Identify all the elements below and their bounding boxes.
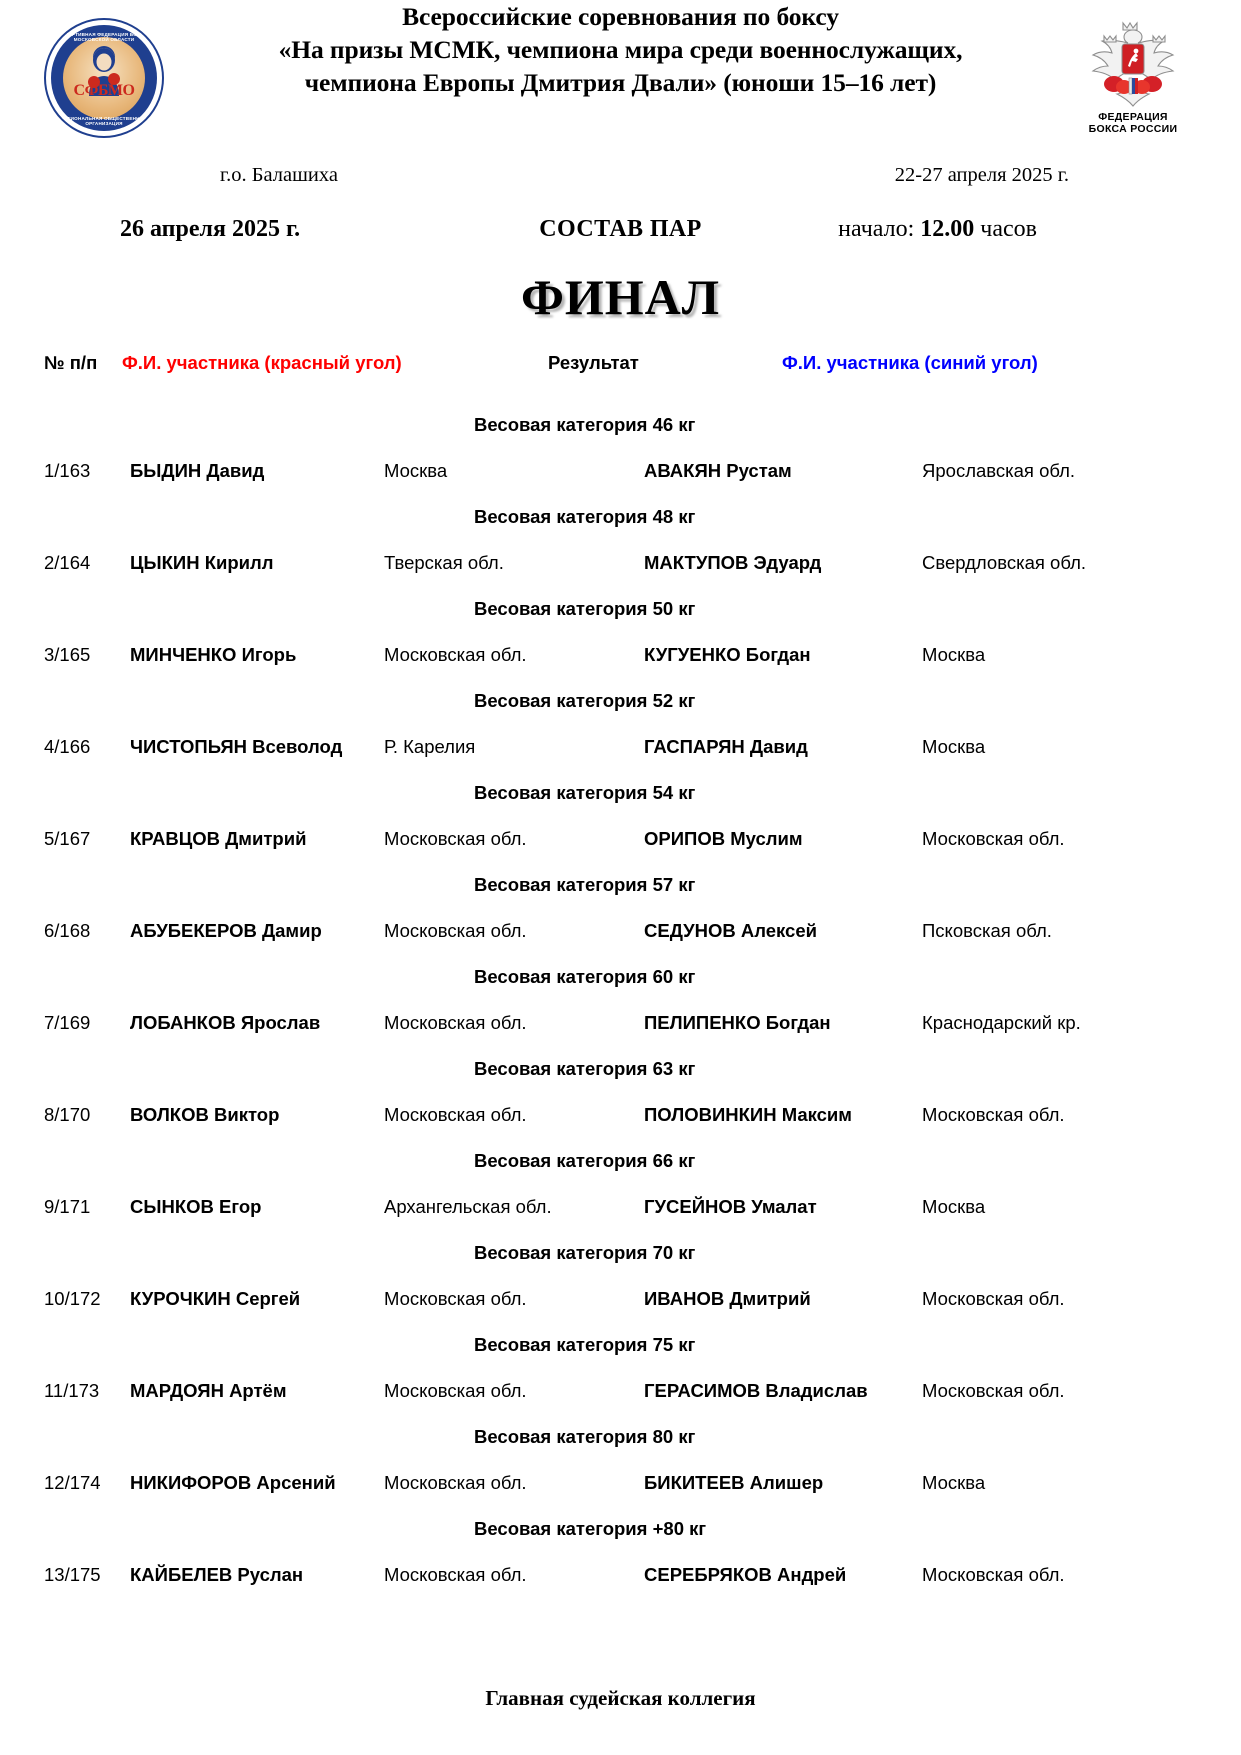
blue-corner-region: Московская обл. bbox=[922, 1288, 1065, 1309]
bout-number: 3/165 bbox=[44, 644, 91, 665]
title-line-3: чемпиона Европы Дмитрия Двали» (юноши 15–16 лет) bbox=[304, 68, 937, 98]
red-corner-region: Архангельская обл. bbox=[384, 1196, 552, 1217]
red-corner-name: ЧИСТОПЬЯН Всеволод bbox=[130, 736, 343, 757]
weight-category-header: Весовая категория 60 кг bbox=[474, 966, 696, 987]
column-header-number: № п/п bbox=[44, 352, 98, 373]
red-corner-region: Московская обл. bbox=[384, 1104, 527, 1125]
table-row bbox=[44, 906, 1197, 956]
document-header bbox=[44, 0, 1197, 140]
bout-number: 11/173 bbox=[44, 1380, 100, 1401]
blue-corner-region: Москва bbox=[922, 1472, 986, 1493]
pairs-list-label: СОСТАВ ПАР bbox=[539, 216, 702, 242]
sfbmo-arc-top-text: СПОРТИВНАЯ ФЕДЕРАЦИЯ БОКСА МОСКОВСКОЙ ОБЛАСТИ bbox=[61, 32, 147, 42]
red-corner-region: Московская обл. bbox=[384, 1564, 527, 1585]
weight-category-header: Весовая категория 70 кг bbox=[474, 1242, 696, 1263]
weight-category-header: Весовая категория +80 кг bbox=[474, 1518, 707, 1539]
start-prefix: начало: bbox=[838, 216, 921, 242]
table-row bbox=[44, 630, 1197, 680]
blue-corner-name: ОРИПОВ Муслим bbox=[644, 828, 803, 849]
blue-corner-name: СЕРЕБРЯКОВ Андрей bbox=[644, 1564, 847, 1585]
table-row bbox=[44, 538, 1197, 588]
table-column-headers bbox=[44, 352, 1197, 382]
red-corner-region: Московская обл. bbox=[384, 644, 527, 665]
weight-category-header: Весовая категория 46 кг bbox=[474, 414, 696, 435]
session-date: 26 апреля 2025 г. bbox=[120, 216, 301, 242]
table-row bbox=[44, 1182, 1197, 1232]
rbf-caption-line-1: ФЕДЕРАЦИЯ bbox=[1098, 111, 1168, 123]
bout-number: 4/166 bbox=[44, 736, 91, 757]
competition-dates: 22-27 апреля 2025 г. bbox=[894, 164, 1069, 186]
sfbmo-arc-bottom-text: РЕГИОНАЛЬНАЯ ОБЩЕСТВЕННАЯ ОРГАНИЗАЦИЯ bbox=[61, 116, 147, 126]
weight-category-header: Весовая категория 80 кг bbox=[474, 1426, 696, 1447]
weight-category-header: Весовая категория 63 кг bbox=[474, 1058, 696, 1079]
red-corner-name: ЛОБАНКОВ Ярослав bbox=[130, 1012, 321, 1033]
red-corner-name: КУРОЧКИН Сергей bbox=[130, 1288, 301, 1309]
red-corner-name: БЫДИН Давид bbox=[130, 460, 265, 481]
title-line-1: Всероссийские соревнования по боксу bbox=[402, 2, 839, 31]
blue-corner-name: ГЕРАСИМОВ Владислав bbox=[644, 1380, 868, 1401]
sfbmo-emblem-icon bbox=[44, 18, 164, 138]
bouts-table bbox=[44, 404, 1197, 1600]
blue-corner-region: Москва bbox=[922, 644, 986, 665]
table-row bbox=[44, 1090, 1197, 1140]
blue-corner-name: ИВАНОВ Дмитрий bbox=[644, 1288, 811, 1309]
blue-corner-name: ПЕЛИПЕНКО Богдан bbox=[644, 1012, 831, 1033]
competition-title bbox=[44, 0, 1197, 99]
red-corner-region: Московская обл. bbox=[384, 1012, 527, 1033]
title-line-2: «На призы МСМК, чемпиона мира среди военнослужащих, bbox=[278, 35, 963, 65]
double-headed-eagle-icon bbox=[1074, 14, 1192, 110]
weight-category-header: Весовая категория 54 кг bbox=[474, 782, 696, 803]
session-info-row bbox=[44, 216, 1197, 250]
bout-number: 2/164 bbox=[44, 552, 91, 573]
blue-corner-name: АВАКЯН Рустам bbox=[644, 460, 792, 481]
blue-corner-name: ГАСПАРЯН Давид bbox=[644, 736, 808, 757]
start-time-value: 12.00 bbox=[920, 216, 975, 242]
weight-category-header: Весовая категория 48 кг bbox=[474, 506, 696, 527]
weight-category-header: Весовая категория 50 кг bbox=[474, 598, 696, 619]
stage-title: ФИНАЛ bbox=[520, 269, 721, 325]
blue-corner-name: ГУСЕЙНОВ Умалат bbox=[644, 1196, 817, 1217]
red-corner-region: Московская обл. bbox=[384, 828, 527, 849]
red-corner-name: КАЙБЕЛЕВ Руслан bbox=[130, 1564, 304, 1585]
blue-corner-region: Московская обл. bbox=[922, 1380, 1065, 1401]
start-time-label bbox=[838, 216, 1037, 243]
table-row bbox=[44, 722, 1197, 772]
start-suffix: часов bbox=[974, 216, 1037, 242]
red-corner-name: НИКИФОРОВ Арсений bbox=[130, 1472, 336, 1493]
blue-corner-name: ПОЛОВИНКИН Максим bbox=[644, 1104, 852, 1125]
footer-signature: Главная судейская коллегия bbox=[485, 1686, 756, 1710]
table-row bbox=[44, 1458, 1197, 1508]
bout-number: 12/174 bbox=[44, 1472, 101, 1493]
red-corner-name: МАРДОЯН Артём bbox=[130, 1380, 287, 1401]
blue-corner-name: МАКТУПОВ Эдуард bbox=[644, 552, 822, 573]
bout-number: 10/172 bbox=[44, 1288, 101, 1309]
red-corner-region: Тверская обл. bbox=[384, 552, 504, 573]
blue-corner-region: Псковская обл. bbox=[922, 920, 1052, 941]
sfbmo-abbreviation: СФБМО bbox=[73, 82, 135, 99]
column-header-blue-corner: Ф.И. участника (синий угол) bbox=[782, 352, 1038, 373]
red-corner-name: МИНЧЕНКО Игорь bbox=[130, 644, 297, 665]
red-corner-name: АБУБЕКЕРОВ Дамир bbox=[130, 920, 322, 941]
red-corner-name: СЫНКОВ Егор bbox=[130, 1196, 262, 1217]
sfbmo-logo bbox=[44, 18, 164, 138]
table-row bbox=[44, 1274, 1197, 1324]
blue-corner-region: Московская обл. bbox=[922, 1564, 1065, 1585]
blue-corner-region: Московская обл. bbox=[922, 1104, 1065, 1125]
venue-city: г.о. Балашиха bbox=[220, 164, 338, 186]
red-corner-name: ВОЛКОВ Виктор bbox=[130, 1104, 280, 1125]
red-corner-region: Московская обл. bbox=[384, 1288, 527, 1309]
blue-corner-name: КУГУЕНКО Богдан bbox=[644, 644, 811, 665]
table-row bbox=[44, 446, 1197, 496]
red-corner-region: Московская обл. bbox=[384, 1472, 527, 1493]
table-row bbox=[44, 1550, 1197, 1600]
blue-corner-name: БИКИТЕЕВ Алишер bbox=[644, 1472, 824, 1493]
column-header-result: Результат bbox=[548, 352, 639, 373]
bout-number: 9/171 bbox=[44, 1196, 91, 1217]
blue-corner-region: Краснодарский кр. bbox=[922, 1012, 1081, 1033]
blue-corner-region: Свердловская обл. bbox=[922, 552, 1087, 573]
red-corner-name: ЦЫКИН Кирилл bbox=[130, 552, 274, 573]
bout-number: 1/163 bbox=[44, 460, 91, 481]
venue-dates-row bbox=[44, 164, 1197, 194]
blue-corner-region: Ярославская обл. bbox=[922, 460, 1076, 481]
blue-corner-region: Москва bbox=[922, 736, 986, 757]
bout-number: 5/167 bbox=[44, 828, 91, 849]
red-corner-name: КРАВЦОВ Дмитрий bbox=[130, 828, 307, 849]
rbf-caption-line-2: БОКСА РОССИИ bbox=[1088, 123, 1178, 136]
russian-boxing-federation-logo bbox=[1063, 14, 1203, 142]
blue-corner-name: СЕДУНОВ Алексей bbox=[644, 920, 817, 941]
weight-category-header: Весовая категория 52 кг bbox=[474, 690, 696, 711]
weight-category-header: Весовая категория 66 кг bbox=[474, 1150, 696, 1171]
bout-number: 13/175 bbox=[44, 1564, 101, 1585]
weight-category-header: Весовая категория 57 кг bbox=[474, 874, 696, 895]
table-row bbox=[44, 998, 1197, 1048]
red-corner-region: Р. Карелия bbox=[384, 736, 476, 757]
bout-number: 6/168 bbox=[44, 920, 91, 941]
bout-number: 8/170 bbox=[44, 1104, 91, 1125]
blue-corner-region: Москва bbox=[922, 1196, 986, 1217]
weight-category-header: Весовая категория 75 кг bbox=[474, 1334, 696, 1355]
column-header-red-corner: Ф.И. участника (красный угол) bbox=[122, 352, 402, 373]
bout-number: 7/169 bbox=[44, 1012, 91, 1033]
red-corner-region: Московская обл. bbox=[384, 920, 527, 941]
red-corner-region: Московская обл. bbox=[384, 1380, 527, 1401]
blue-corner-region: Московская обл. bbox=[922, 828, 1065, 849]
red-corner-region: Москва bbox=[384, 460, 448, 481]
table-row bbox=[44, 814, 1197, 864]
table-row bbox=[44, 1366, 1197, 1416]
